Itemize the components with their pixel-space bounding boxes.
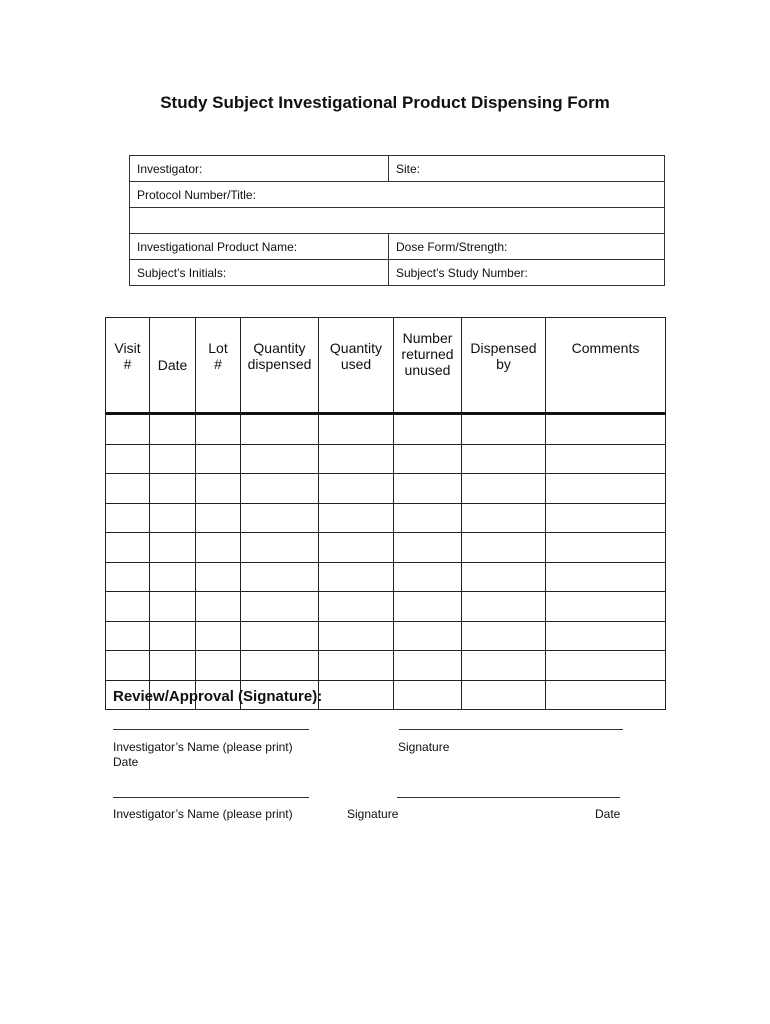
- date-label-2: Date: [595, 807, 621, 821]
- table-row: [106, 592, 666, 622]
- subject-number-field[interactable]: Subject’s Study Number:: [389, 260, 665, 286]
- table-header-row: [106, 318, 666, 414]
- study-info-table: [129, 155, 665, 286]
- table-cell-lot[interactable]: [196, 444, 241, 474]
- table-cell-number-returned-unused[interactable]: [394, 621, 462, 651]
- table-cell-number-returned-unused[interactable]: [394, 680, 462, 710]
- table-cell-comments[interactable]: [546, 562, 666, 592]
- table-cell-quantity-dispensed[interactable]: [241, 503, 319, 533]
- investigator-field[interactable]: Investigator:: [130, 156, 389, 182]
- table-cell-quantity-dispensed[interactable]: [241, 562, 319, 592]
- investigator-name-label-2: Investigator’s Name (please print): [113, 807, 293, 821]
- table-cell-dispensed-by[interactable]: [462, 474, 546, 504]
- header-dispensed-by: [462, 318, 546, 414]
- table-cell-comments[interactable]: [546, 680, 666, 710]
- table-cell-dispensed-by[interactable]: [462, 562, 546, 592]
- table-cell-date[interactable]: [150, 414, 196, 445]
- product-name-field[interactable]: Investigational Product Name:: [130, 234, 389, 260]
- table-cell-dispensed-by[interactable]: [462, 651, 546, 681]
- table-cell-comments[interactable]: [546, 414, 666, 445]
- header-quantity-dispensed-line: dispensed: [247, 356, 312, 372]
- table-cell-dispensed-by[interactable]: [462, 592, 546, 622]
- table-row: [106, 621, 666, 651]
- table-cell-quantity-used[interactable]: [319, 474, 394, 504]
- header-quantity-dispensed-line: Quantity: [253, 340, 306, 356]
- table-cell-date[interactable]: [150, 592, 196, 622]
- table-cell-date[interactable]: [150, 651, 196, 681]
- table-cell-quantity-used[interactable]: [319, 651, 394, 681]
- table-cell-comments[interactable]: [546, 651, 666, 681]
- table-cell-comments[interactable]: [546, 474, 666, 504]
- table-cell-dispensed-by[interactable]: [462, 503, 546, 533]
- table-cell-comments[interactable]: [546, 444, 666, 474]
- table-cell-number-returned-unused[interactable]: [394, 414, 462, 445]
- header-dispensed-by-line: by: [496, 356, 511, 372]
- table-cell-number-returned-unused[interactable]: [394, 474, 462, 504]
- table-cell-quantity-used[interactable]: [319, 621, 394, 651]
- table-cell-date[interactable]: [150, 503, 196, 533]
- header-number-returned-unused-line: returned: [401, 346, 454, 362]
- header-number-returned-unused: [394, 318, 462, 414]
- table-cell-date[interactable]: [150, 562, 196, 592]
- header-quantity-used-line: used: [340, 356, 372, 372]
- header-quantity-used: [319, 318, 394, 414]
- table-cell-dispensed-by[interactable]: [462, 533, 546, 563]
- table-cell-visit[interactable]: [106, 503, 150, 533]
- table-cell-number-returned-unused[interactable]: [394, 444, 462, 474]
- table-cell-comments[interactable]: [546, 533, 666, 563]
- table-cell-quantity-dispensed[interactable]: [241, 621, 319, 651]
- table-cell-quantity-used[interactable]: [319, 680, 394, 710]
- header-quantity-dispensed: [241, 318, 319, 414]
- protocol-field-continuation[interactable]: [130, 208, 665, 234]
- header-number-returned-unused-line: unused: [404, 362, 451, 378]
- table-row: [106, 474, 666, 504]
- table-row: [106, 414, 666, 445]
- table-cell-dispensed-by[interactable]: [462, 414, 546, 445]
- table-cell-number-returned-unused[interactable]: [394, 533, 462, 563]
- table-cell-dispensed-by[interactable]: [462, 621, 546, 651]
- table-row: [106, 651, 666, 681]
- table-cell-visit[interactable]: [106, 592, 150, 622]
- table-cell-visit[interactable]: [106, 621, 150, 651]
- table-row: [106, 562, 666, 592]
- table-cell-quantity-used[interactable]: [319, 533, 394, 563]
- table-cell-quantity-dispensed[interactable]: [241, 444, 319, 474]
- table-cell-visit[interactable]: [106, 562, 150, 592]
- table-cell-lot[interactable]: [196, 503, 241, 533]
- header-date-line: Date: [157, 357, 188, 373]
- table-cell-date[interactable]: [150, 621, 196, 651]
- signature-line-1[interactable]: [399, 729, 623, 730]
- protocol-field[interactable]: Protocol Number/Title:: [130, 182, 665, 208]
- header-comments-line: Comments: [571, 340, 640, 356]
- header-lot-line: #: [214, 356, 222, 372]
- table-cell-date[interactable]: [150, 533, 196, 563]
- header-visit-line: #: [123, 356, 132, 372]
- table-cell-number-returned-unused[interactable]: [394, 651, 462, 681]
- table-row: [106, 503, 666, 533]
- table-cell-date[interactable]: [150, 474, 196, 504]
- table-cell-quantity-dispensed[interactable]: [241, 474, 319, 504]
- table-cell-quantity-used[interactable]: [319, 414, 394, 445]
- signature-label-1: Signature: [398, 740, 450, 754]
- dispensing-table: [105, 317, 666, 710]
- site-field[interactable]: Site:: [389, 156, 665, 182]
- table-cell-lot[interactable]: [196, 621, 241, 651]
- table-cell-visit[interactable]: [106, 474, 150, 504]
- table-cell-dispensed-by[interactable]: [462, 444, 546, 474]
- table-cell-quantity-dispensed[interactable]: [241, 651, 319, 681]
- table-cell-lot[interactable]: [196, 562, 241, 592]
- table-cell-quantity-dispensed[interactable]: [241, 592, 319, 622]
- table-cell-lot[interactable]: [196, 474, 241, 504]
- table-cell-date[interactable]: [150, 444, 196, 474]
- table-cell-comments[interactable]: [546, 592, 666, 622]
- table-cell-lot[interactable]: [196, 592, 241, 622]
- table-cell-visit[interactable]: [106, 651, 150, 681]
- header-quantity-used-line: Quantity: [329, 340, 383, 356]
- table-cell-visit[interactable]: [106, 444, 150, 474]
- table-cell-quantity-dispensed[interactable]: [241, 414, 319, 445]
- table-cell-visit[interactable]: [106, 414, 150, 445]
- header-dispensed-by-line: Dispensed: [470, 340, 537, 356]
- dose-form-field[interactable]: Dose Form/Strength:: [389, 234, 665, 260]
- signature-line-2[interactable]: [397, 797, 620, 798]
- table-row: [106, 533, 666, 563]
- table-cell-quantity-dispensed[interactable]: [241, 533, 319, 563]
- table-cell-quantity-used[interactable]: [319, 503, 394, 533]
- investigator-name-line-1[interactable]: [113, 729, 309, 730]
- review-heading: Review/Approval (Signature):: [113, 688, 323, 705]
- subject-initials-field[interactable]: Subject’s Initials:: [130, 260, 389, 286]
- table-row: [106, 444, 666, 474]
- table-cell-dispensed-by[interactable]: [462, 680, 546, 710]
- header-lot-line: Lot: [208, 340, 228, 356]
- header-comments: [546, 318, 666, 414]
- table-cell-quantity-used[interactable]: [319, 562, 394, 592]
- header-visit-line: Visit: [114, 340, 141, 356]
- table-cell-number-returned-unused[interactable]: [394, 562, 462, 592]
- header-number-returned-unused-line: Number: [402, 330, 453, 346]
- signature-label-2: Signature: [347, 807, 399, 821]
- page-title: Study Subject Investigational Product Dispensing Form: [160, 93, 610, 112]
- table-cell-comments[interactable]: [546, 503, 666, 533]
- header-date: [150, 318, 196, 414]
- investigator-name-label-1: Investigator’s Name (please print): [113, 740, 293, 754]
- table-cell-lot[interactable]: [196, 414, 241, 445]
- table-cell-quantity-used[interactable]: [319, 592, 394, 622]
- table-cell-lot[interactable]: [196, 533, 241, 563]
- date-label-1: Date: [113, 755, 139, 769]
- table-cell-number-returned-unused[interactable]: [394, 503, 462, 533]
- investigator-name-line-2[interactable]: [113, 797, 309, 798]
- table-cell-lot[interactable]: [196, 651, 241, 681]
- header-lot: [196, 318, 241, 414]
- table-cell-number-returned-unused[interactable]: [394, 592, 462, 622]
- table-cell-visit[interactable]: [106, 533, 150, 563]
- header-visit: [106, 318, 150, 414]
- table-cell-quantity-used[interactable]: [319, 444, 394, 474]
- table-cell-comments[interactable]: [546, 621, 666, 651]
